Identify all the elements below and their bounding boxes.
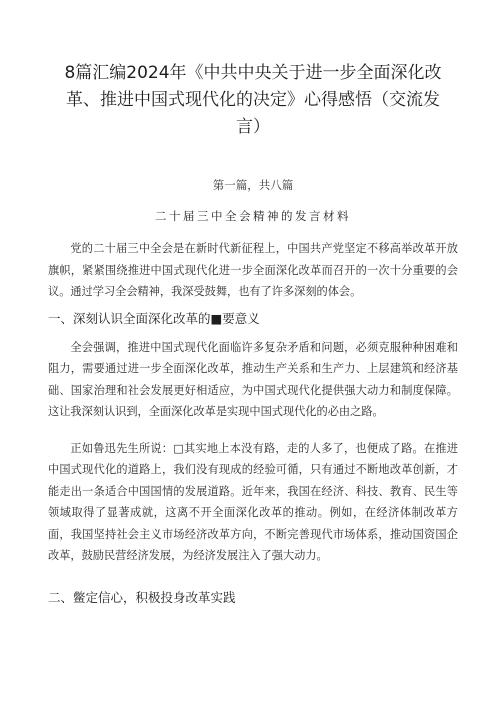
section-heading-2: 二、鳖定信心，积极投身改革实践 xyxy=(48,589,236,605)
paragraph-gap xyxy=(48,572,458,582)
document-title: 8篇汇编2024年《中共中央关于进一步全面深化改革、推进中国式现代化的决定》心得感悟（交流发言） xyxy=(64,63,442,137)
paragraph-gap xyxy=(48,428,458,438)
document-subtitle: 第一篇，共八篇 xyxy=(212,178,294,192)
section-heading-1: 一、深刻认识全面深化改革的■要意义 xyxy=(48,310,260,326)
document-heading: 二十届三中全会精神的发言材料 xyxy=(155,209,351,223)
section-1-paragraph-1: 全会强调，推进中国式现代化面临许多复杂矛盾和问题，必须克服种种困难和阻力，需要通过进一步全面深化改革，推动生产关系和生产力、上层建筑和经济基础、国家治理和社会发展更好相适应，为中国式现代化提供强大动力和制度保障。这让我深刻认识到，全面深化改革是实现中国式现代化的必由之路。 xyxy=(48,340,458,418)
section-1-paragraph-2: 正如鲁迅先生所说：□其实地上本没有路，走的人多了，也便成了路。在推进中国式现代化的道路上，我们没有现成的经验可循，只有通过不断地改革创新，才能走出一条适合中国国情的发展道路。近年来，我国在经济、科技、教育、民生等领域取得了显著成就，这离不开全面深化改革的推动。例如，在经济体制改革方面，我国坚持社会主义市场经济改革方向，不断完善现代市场体系，推动国资国企改革，鼓励民营经济发展，为经济发展注入了强大动力。 xyxy=(48,441,458,562)
intro-paragraph: 党的二十届三中全会是在新时代新征程上，中国共产党坚定不移高举改革开放旗帜，紧紧围绕推进中国式现代化进一步全面深化改革而召开的一次十分重要的会议。通过学习全会精神，我深受鼓舞，也有了许多深刻的体会。 xyxy=(48,242,458,298)
